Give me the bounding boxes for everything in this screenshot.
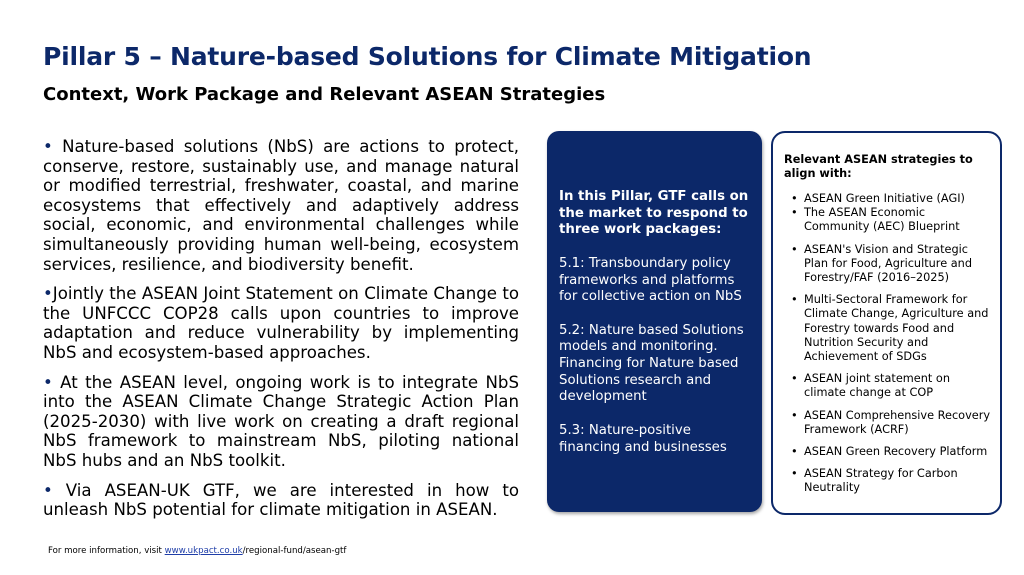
strategy-item bbox=[791, 243, 991, 286]
strategies-list bbox=[791, 192, 991, 504]
strategies-panel bbox=[771, 131, 1002, 515]
work-package-item: 5.1: Transboundary policy frameworks and platforms for collective action on NbS bbox=[559, 255, 742, 305]
context-paragraph bbox=[43, 373, 519, 471]
work-packages-panel bbox=[547, 131, 762, 512]
strategy-text: ASEAN joint statement on climate change at COP bbox=[804, 372, 950, 400]
strategy-item bbox=[791, 445, 991, 459]
strategy-item bbox=[791, 467, 991, 495]
work-packages-content bbox=[559, 189, 754, 473]
bullet-icon: • bbox=[791, 467, 798, 481]
strategy-item bbox=[791, 409, 991, 437]
strategy-item bbox=[791, 192, 991, 206]
bullet-icon: • bbox=[791, 293, 798, 307]
context-text bbox=[43, 137, 519, 530]
bullet-icon: • bbox=[791, 445, 798, 459]
strategy-text: ASEAN's Vision and Strategic Plan for Food, Agriculture and Forestry/FAF (2016–2025) bbox=[804, 242, 972, 285]
context-paragraph bbox=[43, 137, 519, 274]
bullet-icon: • bbox=[43, 137, 53, 156]
page-subtitle: Context, Work Package and Relevant ASEAN Strategies bbox=[43, 84, 606, 105]
bullet-icon: • bbox=[791, 408, 798, 422]
paragraph-text: Jointly the ASEAN Joint Statement on Climate Change to the UNFCCC COP28 calls upon countries to improve adaptation and reduce vulnerability by implementing NbS and ecosystem-based approaches. bbox=[43, 284, 519, 362]
page-title: Pillar 5 – Nature-based Solutions for Climate Mitigation bbox=[43, 42, 812, 71]
context-paragraph bbox=[43, 481, 519, 520]
strategy-text: ASEAN Green Initiative (AGI) bbox=[804, 192, 965, 205]
work-package-item: 5.2: Nature based Solutions models and monitoring. Financing for Nature based Solutions research and development bbox=[559, 322, 744, 405]
strategy-text: ASEAN Strategy for Carbon Neutrality bbox=[804, 467, 958, 495]
paragraph-text: Nature-based solutions (NbS) are actions to protect, conserve, restore, sustainably use, and manage natural or modified terrestrial, freshwater, coastal, and marine ecosystems that effectively and adaptively address social, economic, and environmental challenges while simultaneously providing human well-being, ecosystem services, resilience, and biodiversity benefit. bbox=[43, 137, 519, 274]
paragraph-text: At the ASEAN level, ongoing work is to integrate NbS into the ASEAN Climate Change Strategic Action Plan (2025-2030) with live work on creating a draft regional NbS framework to mainstream NbS, piloting national NbS hubs and an NbS toolkit. bbox=[43, 372, 519, 470]
strategy-text: ASEAN Comprehensive Recovery Framework (ACRF) bbox=[804, 408, 991, 436]
paragraph-text: Via ASEAN-UK GTF, we are interested in how to unleash NbS potential for climate mitigation in ASEAN. bbox=[43, 480, 519, 520]
work-packages-lead: In this Pillar, GTF calls on the market to respond to three work packages: bbox=[559, 189, 749, 238]
bullet-icon: • bbox=[43, 480, 53, 500]
bullet-icon: • bbox=[791, 242, 798, 256]
context-paragraph bbox=[43, 284, 519, 362]
footer-link[interactable]: www.ukpact.co.uk bbox=[164, 546, 243, 556]
footer-prefix: For more information, visit bbox=[48, 546, 165, 556]
bullet-icon: • bbox=[43, 284, 53, 304]
strategy-text: The ASEAN Economic Community (AEC) Blueprint bbox=[804, 206, 960, 234]
strategy-item bbox=[791, 206, 991, 234]
work-package-item: 5.3: Nature-positive financing and businesses bbox=[559, 422, 727, 455]
strategy-item bbox=[791, 293, 991, 364]
bullet-icon: • bbox=[791, 206, 798, 220]
footer-note bbox=[48, 546, 346, 556]
strategy-text: Multi-Sectoral Framework for Climate Change, Agriculture and Forestry towards Food and Nutrition Security and Achievement of SDGs bbox=[804, 293, 989, 364]
bullet-icon: • bbox=[791, 192, 798, 205]
strategies-heading: Relevant ASEAN strategies to align with: bbox=[784, 153, 973, 181]
strategy-text: ASEAN Green Recovery Platform bbox=[804, 445, 988, 459]
footer-suffix: /regional-fund/asean-gtf bbox=[242, 546, 347, 556]
bullet-icon: • bbox=[43, 372, 53, 392]
bullet-icon: • bbox=[791, 372, 798, 386]
strategy-item bbox=[791, 372, 991, 400]
